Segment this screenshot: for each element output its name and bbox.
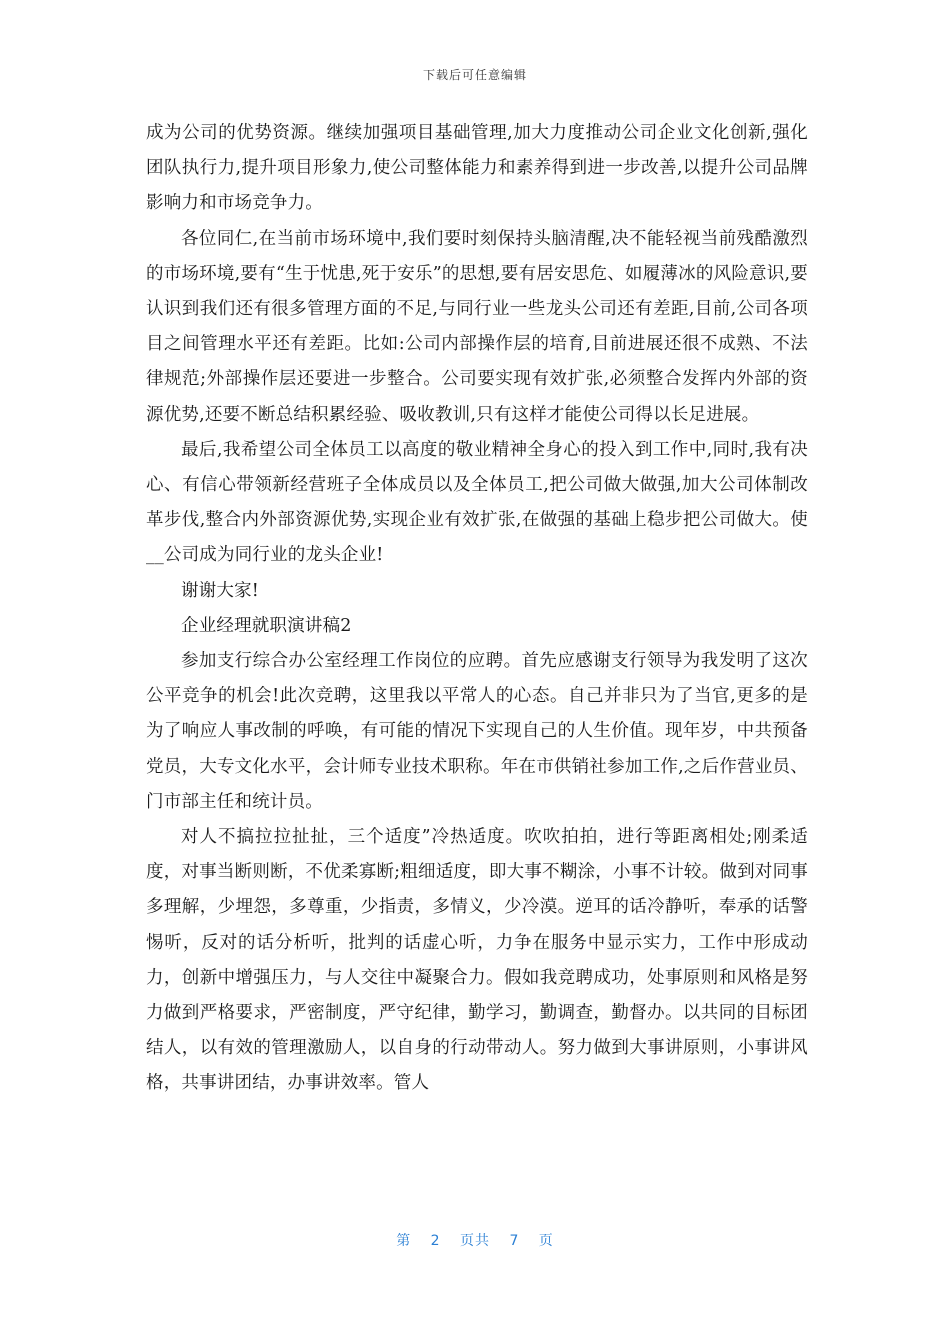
paragraph: 最后,我希望公司全体员工以高度的敬业精神全身心的投入到工作中,同时,我有决心、有信心带领新经营班子全体成员以及全体员工,把公司做大做强,加大公司体制改革步伐,整合内外部资源优势,实现企业有效扩张,在做强的基础上稳步把公司做大。使__公司成为同行业的龙头企业! — [146, 439, 808, 566]
paragraph: 成为公司的优势资源。继续加强项目基础管理,加大力度推动公司企业文化创新,强化团队执行力,提升项目形象力,使公司整体能力和素养得到进一步改善,以提升公司品牌影响力和市场竞争力。 — [146, 123, 808, 214]
paragraph: 参加支行综合办公室经理工作岗位的应聘。首先应感谢支行领导为我发明了这次公平竞争的机会!此次竞聘，这里我以平常人的心态。自己并非只为了当官,更多的是为了响应人事改制的呼唤，有可能的情况下实现自己的人生价值。现年岁，中共预备党员，大专文化水平，会计师专业技术职称。年在市供销社参加工作,之后作营业员、门市部主任和统计员。 — [146, 651, 808, 812]
page-header-note: 下载后可任意编辑 — [422, 68, 527, 82]
document-body — [146, 116, 808, 1102]
page-number-footer: 第 2 页共 7 页 — [396, 1233, 554, 1249]
closing-line: 谢谢大家! — [181, 580, 260, 601]
section-title: 企业经理就职演讲稿2 — [181, 615, 352, 636]
paragraph: 对人不搞拉拉扯扯，三个适度”冷热适度。吹吹拍拍，进行等距离相处;刚柔适度，对事当断则断，不优柔寡断;粗细适度，即大事不糊涂，小事不计较。做到对同事多理解，少埋怨，多尊重，少指责，多情义，少冷漠。逆耳的话冷静听，奉承的话警惕听，反对的话分析听，批判的话虚心听，力争在服务中显示实力，工作中形成动力，创新中增强压力，与人交往中凝聚合力。假如我竞聘成功，处事原则和风格是努力做到严格要求，严密制度，严守纪律，勤学习，勤调查，勤督办。以共同的目标团结人，以有效的管理激励人，以自身的行动带动人。努力做到大事讲原则，小事讲风格，共事讲团结，办事讲效率。管人 — [146, 827, 808, 1094]
paragraph: 各位同仁,在当前市场环境中,我们要时刻保持头脑清醒,决不能轻视当前残酷激烈的市场环境,要有“生于忧患,死于安乐”的思想,要有居安思危、如履薄冰的风险意识,要认识到我们还有很多管理方面的不足,与同行业一些龙头公司还有差距,目前,公司各项目之间管理水平还有差距。比如:公司内部操作层的培育,目前进展还很不成熟、不法律规范;外部操作层还要进一步整合。公司要实现有效扩张,必须整合发挥内外部的资源优势,还要不断总结积累经验、吸收教训,只有这样才能使公司得以长足进展。 — [146, 228, 808, 425]
